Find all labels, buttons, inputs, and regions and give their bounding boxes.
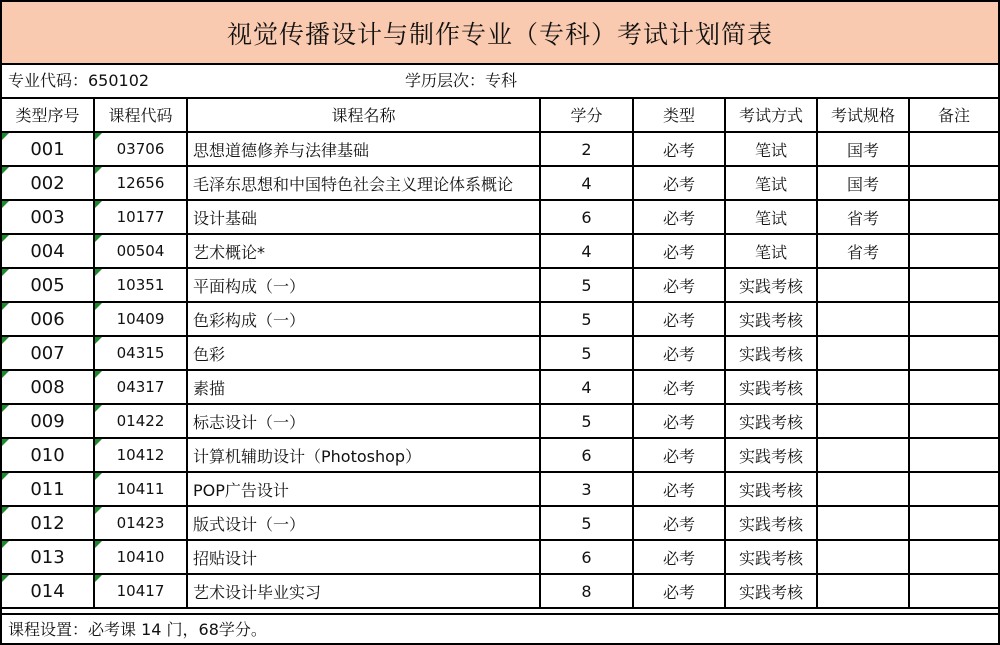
table-row	[2, 302, 998, 336]
exam-spec-cell: 国考	[817, 166, 909, 200]
exam-spec-cell: 省考	[817, 200, 909, 234]
course-code-cell: 10177	[94, 200, 187, 234]
type-no-cell: 003	[2, 200, 94, 234]
note-cell	[909, 472, 998, 506]
note-cell	[909, 166, 998, 200]
course-summary: 课程设置：必考课 14 门，68学分。	[2, 613, 998, 643]
course-type-cell: 必考	[633, 438, 725, 472]
course-code-cell: 00504	[94, 234, 187, 268]
type-no-cell: 014	[2, 574, 94, 608]
exam-spec-cell	[817, 472, 909, 506]
header-type: 类型	[633, 98, 725, 132]
course-name-cell: 设计基础	[187, 200, 540, 234]
type-no-cell: 010	[2, 438, 94, 472]
table-row	[2, 404, 998, 438]
type-no-cell: 007	[2, 336, 94, 370]
table-row	[2, 472, 998, 506]
exam-spec-cell	[817, 574, 909, 608]
note-cell	[909, 234, 998, 268]
course-type-cell: 必考	[633, 506, 725, 540]
exam-spec-cell	[817, 506, 909, 540]
type-no-cell: 004	[2, 234, 94, 268]
table-row	[2, 234, 998, 268]
credit-cell: 4	[540, 234, 633, 268]
course-name-cell: 色彩	[187, 336, 540, 370]
type-no-cell: 002	[2, 166, 94, 200]
course-code-cell: 12656	[94, 166, 187, 200]
course-type-cell: 必考	[633, 336, 725, 370]
exam-method-cell: 实践考核	[725, 370, 817, 404]
credit-cell: 6	[540, 438, 633, 472]
course-code-cell: 10417	[94, 574, 187, 608]
note-cell	[909, 302, 998, 336]
type-no-cell: 013	[2, 540, 94, 574]
course-type-cell: 必考	[633, 302, 725, 336]
credit-cell: 6	[540, 200, 633, 234]
type-no-cell: 009	[2, 404, 94, 438]
table-row	[2, 438, 998, 472]
exam-spec-cell: 省考	[817, 234, 909, 268]
course-code-cell: 01423	[94, 506, 187, 540]
table-row	[2, 268, 998, 302]
exam-method-cell: 笔试	[725, 200, 817, 234]
exam-spec-cell	[817, 336, 909, 370]
course-type-cell: 必考	[633, 132, 725, 166]
header-course-code: 课程代码	[94, 98, 187, 132]
type-no-cell: 001	[2, 132, 94, 166]
course-name-cell: 版式设计（一）	[187, 506, 540, 540]
note-cell	[909, 268, 998, 302]
course-code-cell: 01422	[94, 404, 187, 438]
note-cell	[909, 404, 998, 438]
credit-cell: 6	[540, 540, 633, 574]
credit-cell: 5	[540, 506, 633, 540]
course-name-cell: 艺术概论*	[187, 234, 540, 268]
note-cell	[909, 506, 998, 540]
course-code-cell: 04315	[94, 336, 187, 370]
credit-cell: 4	[540, 370, 633, 404]
course-name-cell: 思想道德修养与法律基础	[187, 132, 540, 166]
course-type-cell: 必考	[633, 268, 725, 302]
exam-spec-cell: 国考	[817, 132, 909, 166]
credit-cell: 3	[540, 472, 633, 506]
note-cell	[909, 132, 998, 166]
table-row	[2, 574, 998, 608]
exam-method-cell: 笔试	[725, 132, 817, 166]
course-type-cell: 必考	[633, 404, 725, 438]
exam-method-cell: 实践考核	[725, 336, 817, 370]
table-row	[2, 336, 998, 370]
type-no-cell: 005	[2, 268, 94, 302]
course-name-cell: 素描	[187, 370, 540, 404]
exam-method-cell: 实践考核	[725, 472, 817, 506]
exam-spec-cell	[817, 438, 909, 472]
note-cell	[909, 438, 998, 472]
major-code: 专业代码：650102	[8, 71, 150, 90]
course-code-cell: 10412	[94, 438, 187, 472]
exam-method-cell: 实践考核	[725, 506, 817, 540]
sheet-title: 视觉传播设计与制作专业（专科）考试计划简表	[2, 2, 998, 65]
credit-cell: 5	[540, 336, 633, 370]
course-type-cell: 必考	[633, 540, 725, 574]
exam-spec-cell	[817, 540, 909, 574]
course-name-cell: POP广告设计	[187, 472, 540, 506]
course-code-cell: 10409	[94, 302, 187, 336]
header-exam-spec: 考试规格	[817, 98, 909, 132]
exam-spec-cell	[817, 370, 909, 404]
course-type-cell: 必考	[633, 200, 725, 234]
exam-spec-cell	[817, 302, 909, 336]
type-no-cell: 006	[2, 302, 94, 336]
table-row	[2, 370, 998, 404]
course-name-cell: 色彩构成（一）	[187, 302, 540, 336]
type-no-cell: 012	[2, 506, 94, 540]
table-row	[2, 506, 998, 540]
info-row	[2, 65, 998, 99]
course-code-cell: 10351	[94, 268, 187, 302]
course-type-cell: 必考	[633, 370, 725, 404]
table-row	[2, 166, 998, 200]
credit-cell: 2	[540, 132, 633, 166]
note-cell	[909, 540, 998, 574]
header-course-name: 课程名称	[187, 98, 540, 132]
note-cell	[909, 370, 998, 404]
course-type-cell: 必考	[633, 472, 725, 506]
type-no-cell: 011	[2, 472, 94, 506]
table-header-row	[2, 98, 998, 132]
header-type-no: 类型序号	[2, 98, 94, 132]
credit-cell: 8	[540, 574, 633, 608]
table-row	[2, 132, 998, 166]
table-row	[2, 540, 998, 574]
header-exam-method: 考试方式	[725, 98, 817, 132]
exam-method-cell: 实践考核	[725, 540, 817, 574]
table-row	[2, 200, 998, 234]
exam-method-cell: 实践考核	[725, 268, 817, 302]
course-type-cell: 必考	[633, 166, 725, 200]
header-note: 备注	[909, 98, 998, 132]
credit-cell: 5	[540, 404, 633, 438]
course-code-cell: 03706	[94, 132, 187, 166]
course-name-cell: 毛泽东思想和中国特色社会主义理论体系概论	[187, 166, 540, 200]
exam-method-cell: 实践考核	[725, 438, 817, 472]
note-cell	[909, 336, 998, 370]
course-type-cell: 必考	[633, 234, 725, 268]
exam-method-cell: 实践考核	[725, 302, 817, 336]
exam-spec-cell	[817, 404, 909, 438]
course-table	[2, 98, 998, 609]
note-cell	[909, 200, 998, 234]
course-type-cell: 必考	[633, 574, 725, 608]
exam-method-cell: 笔试	[725, 234, 817, 268]
exam-method-cell: 笔试	[725, 166, 817, 200]
credit-cell: 5	[540, 268, 633, 302]
type-no-cell: 008	[2, 370, 94, 404]
course-name-cell: 艺术设计毕业实习	[187, 574, 540, 608]
education-level: 学历层次：专科	[405, 71, 518, 90]
course-name-cell: 计算机辅助设计（Photoshop）	[187, 438, 540, 472]
course-name-cell: 标志设计（一）	[187, 404, 540, 438]
exam-method-cell: 实践考核	[725, 574, 817, 608]
course-code-cell: 10411	[94, 472, 187, 506]
note-cell	[909, 574, 998, 608]
course-name-cell: 平面构成（一）	[187, 268, 540, 302]
course-code-cell: 10410	[94, 540, 187, 574]
credit-cell: 4	[540, 166, 633, 200]
course-name-cell: 招贴设计	[187, 540, 540, 574]
header-credit: 学分	[540, 98, 633, 132]
exam-method-cell: 实践考核	[725, 404, 817, 438]
exam-spec-cell	[817, 268, 909, 302]
course-code-cell: 04317	[94, 370, 187, 404]
credit-cell: 5	[540, 302, 633, 336]
